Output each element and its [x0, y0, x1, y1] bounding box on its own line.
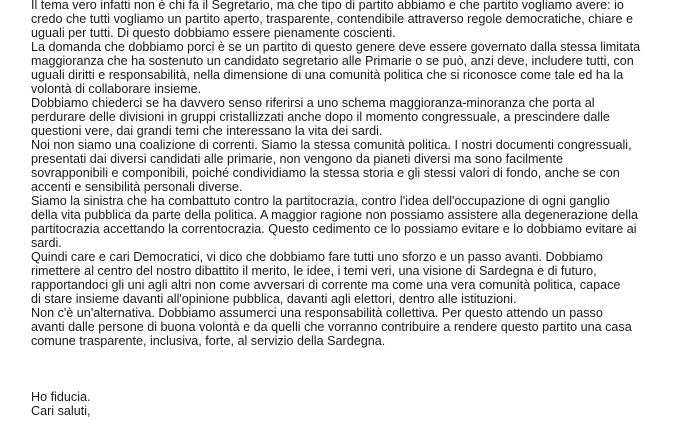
text-line: credo che tutti vogliamo un partito aperto, trasparente, contendibile attraverso regole democratiche, chiare e	[31, 12, 634, 26]
text-line: rapportandoci gli uni agli altri non come avversari di corrente ma come una vera comunità politica, capace	[31, 278, 621, 292]
text-line: della vita pubblica da parte della politica. A maggior ragione non possiamo assistere alla degenerazione della	[31, 208, 638, 222]
text-line: Non c'è un'alternativa. Dobbiamo assumerci una responsabilità collettiva. Per questo attendo un passo	[31, 306, 603, 320]
text-line: avanti dalle persone di buona volontà e da quelli che vorranno contribuire a rendere questo partito una casa	[31, 320, 632, 334]
text-line: di stare insieme davanti all'opinione pubblica, davanti agli elettori, dentro alle istituzioni.	[31, 292, 517, 306]
text-line: questioni vere, dai grandi temi che interessano la vita dei sardi.	[31, 124, 383, 138]
text-line: uguali diritti e responsabilità, nella dimensione di una comunità politica che si riconosce come tale ed ha la	[31, 68, 624, 82]
text-line: presentati dai diversi candidati alle primarie, non vengono da pianeti diversi ma sono facilmente	[31, 152, 564, 166]
text-line: Il tema vero infatti non è chi fa il Segretario, ma che tipo di partito abbiamo e che partito vogliamo avere: io	[31, 0, 624, 12]
text-line: comune trasparente, inclusiva, forte, al servizio della Sardegna.	[31, 334, 386, 348]
text-line: perdurare delle divisioni in gruppi cristallizzati anche dopo il momento congressuale, a prescindere dalle	[31, 110, 610, 124]
text-line: Dobbiamo chiederci se ha davvero senso riferirsi a uno schema maggioranza-minoranza che porta al	[31, 96, 595, 110]
text-line: La domanda che dobbiamo porci è se un partito di questo genere deve essere governato dalla stessa limitata	[31, 40, 641, 54]
text-line: Ho fiducia.	[31, 390, 91, 404]
text-line: Quindi care e cari Democratici, vi dico che dobbiamo fare tutti uno sforzo e un passo avanti. Dobbiamo	[31, 250, 603, 264]
text-line: maggioranza che ha sostenuto un candidato segretario alle Primarie o se può, anzi deve, includere tutti, con	[31, 54, 634, 68]
text-line: Noi non siamo una coalizione di correnti. Siamo la stessa comunità politica. I nostri documenti congressuali,	[31, 138, 632, 152]
text-line: sardi.	[31, 236, 62, 250]
text-line: accenti e sensibilità personali diverse.	[31, 180, 243, 194]
text-line: volontà di collaborare insieme.	[31, 82, 202, 96]
text-line: Cari saluti,	[31, 404, 91, 418]
text-line: rimettere al centro del nostro dibattito il merito, le idee, i temi veri, una visione di Sardegna e di futuro,	[31, 264, 597, 278]
text-line: uguali per tutti. Di questo dobbiamo essere pienamente coscienti.	[31, 26, 396, 40]
text-line: sovrapponibili e componibili, poiché condividiamo la stessa storia e gli stessi valori di fondo, anche se con	[31, 166, 620, 180]
text-line: Siamo la sinistra che ha combattuto contro la partitocrazia, contro l'idea dell'occupazione di ogni ganglio	[31, 194, 610, 208]
text-line: partitocrazia accettando la correntocrazia. Questo cedimento ce lo possiamo evitare e lo dobbiamo evitare ai	[31, 222, 637, 236]
